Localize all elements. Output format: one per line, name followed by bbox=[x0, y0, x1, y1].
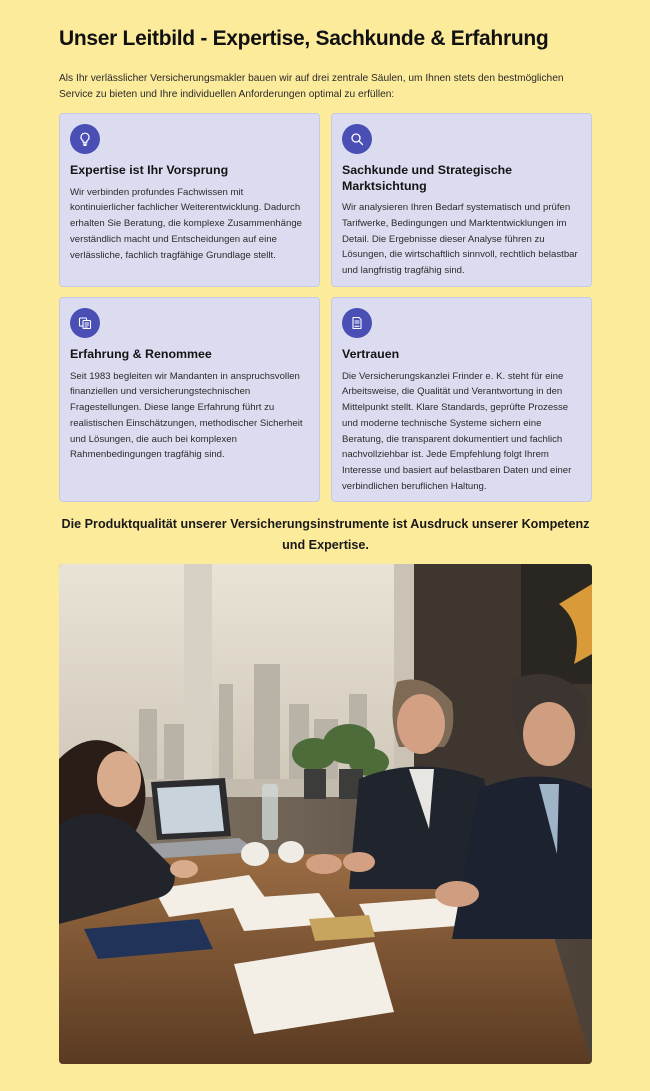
card-text: Seit 1983 begleiten wir Mandanten in anspruchsvollen finanziellen und versicherungstechnischen Fragestellungen. Diese lange Erfahrung führt zu realistischen Einschätzungen, methodischer Sicherheit und Lösungen, die auch bei komplexen Rahmenbedingungen tragfähig sind. bbox=[70, 370, 303, 461]
meeting-photo bbox=[59, 564, 592, 1064]
card-expertise bbox=[59, 113, 320, 287]
card-text: Die Versicherungskanzlei Frinder e. K. steht für eine Arbeitsweise, die Qualität und Verantwortung in den Mittelpunkt stellt. Klare Standards, geprüfte Prozesse und moderne technische Systeme sichern eine Beratung, die transparent dokumentiert und fachlich nachvollziehbar ist. Jede Empfehlung folgt Ihrem Interesse und basiert auf belastbaren Daten und einer verbindlichen beruflichen Haltung. bbox=[342, 370, 572, 493]
quality-statement: Die Produktqualität unserer Versicherungsinstrumente ist Ausdruck unserer Kompetenz und Expertise. bbox=[61, 517, 590, 552]
magnifier-icon bbox=[342, 124, 372, 154]
documents-icon bbox=[70, 308, 100, 338]
card-title: Expertise ist Ihr Vorsprung bbox=[70, 163, 229, 177]
card-text: Wir analysieren Ihren Bedarf systematisch und prüfen Tarifwerke, Bedingungen und Marktentwicklungen im Detail. Die Ergebnisse dieser Analyse führen zu Lösungen, die wirtschaftlich sinnvoll, rechtlich belastbar und langfristig tragfähig sind. bbox=[342, 202, 578, 277]
card-title: Sachkunde und Strategische Marktsichtung bbox=[342, 163, 513, 193]
card-sachkunde bbox=[331, 113, 592, 287]
card-title: Erfahrung & Renommee bbox=[70, 347, 212, 361]
card-text: Wir verbinden profundes Fachwissen mit kontinuierlicher fachlicher Weiterentwicklung. Dadurch erhalten Sie Beratung, die komplexe Zusammenhänge verständlich macht und Entscheidungen auf eine verlässliche, fachlich tragfähige Grundlage stellt. bbox=[70, 186, 302, 261]
card-title: Vertrauen bbox=[342, 347, 400, 361]
lightbulb-icon bbox=[70, 124, 100, 154]
contract-icon bbox=[342, 308, 372, 338]
intro-text: Als Ihr verlässlicher Versicherungsmakler bauen wir auf drei zentrale Säulen, um Ihnen stets den bestmöglichen Service zu bieten und Ihre individuellen Anforderungen optimal zu erfüllen: bbox=[59, 73, 564, 100]
card-vertrauen bbox=[331, 297, 592, 502]
page-title: Unser Leitbild - Expertise, Sachkunde & Erfahrung bbox=[59, 27, 549, 50]
card-erfahrung bbox=[59, 297, 320, 502]
